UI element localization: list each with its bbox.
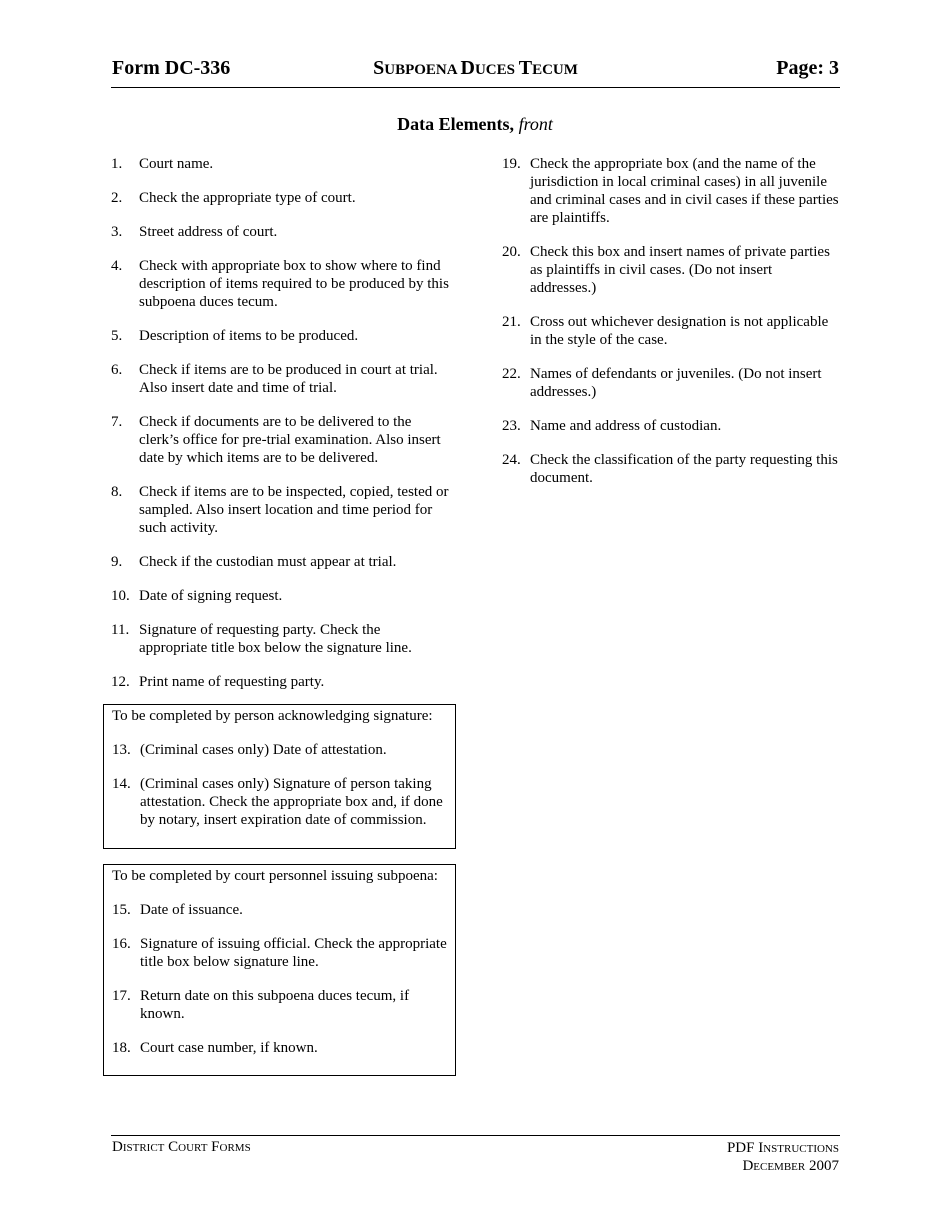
- page-number: Page: 3: [776, 57, 839, 79]
- list-item: [502, 243, 842, 297]
- list-item: [112, 901, 447, 919]
- item-text: Check the classification of the party requesting this document.: [530, 452, 838, 486]
- item-text: Check if items are to be produced in court at trial. Also insert date and time of trial.: [139, 362, 438, 396]
- item-text: Return date on this subpoena duces tecum, if known.: [140, 988, 410, 1022]
- item-number: 9.: [111, 554, 123, 570]
- acknowledgment-box: [103, 704, 456, 849]
- court-personnel-box-heading: To be completed by court personnel issuing subpoena:: [112, 868, 438, 884]
- right-column: [502, 155, 842, 503]
- item-text: Description of items to be produced.: [139, 328, 359, 344]
- list-item: [111, 155, 451, 173]
- form-id: Form DC-336: [112, 57, 231, 79]
- page-footer: [111, 1135, 840, 1174]
- footer-instructions-title: PDF Instructions: [726, 1140, 839, 1156]
- item-number: 4.: [111, 258, 123, 274]
- item-text: Signature of requesting party. Check the appropriate title box below the signature line.: [139, 622, 412, 656]
- title-word: DUCES: [460, 57, 519, 79]
- item-text: Print name of requesting party.: [139, 674, 325, 690]
- list-item: [111, 587, 451, 605]
- item-number: 6.: [111, 362, 123, 378]
- item-number: 19.: [502, 156, 521, 172]
- list-item: [112, 1039, 447, 1057]
- list-item: [111, 413, 451, 467]
- item-number: 24.: [502, 452, 521, 468]
- left-column: [111, 155, 451, 707]
- section-title-bold: Data Elements,: [397, 114, 515, 134]
- item-number: 10.: [111, 588, 130, 604]
- item-number: 2.: [111, 190, 123, 206]
- item-text: Court name.: [139, 156, 214, 172]
- list-item: [502, 155, 842, 227]
- item-text: (Criminal cases only) Signature of person taking attestation. Check the appropriate box and, if done by notary, insert expiration date of commission.: [140, 776, 443, 828]
- footer-date: December 2007: [742, 1158, 839, 1174]
- list-item: [112, 935, 447, 971]
- item-text: (Criminal cases only) Date of attestation.: [140, 742, 387, 758]
- item-text: Street address of court.: [139, 224, 278, 240]
- item-number: 12.: [111, 674, 130, 690]
- list-item: [111, 189, 451, 207]
- item-text: Cross out whichever designation is not applicable in the style of the case.: [530, 314, 829, 348]
- document-title: [111, 57, 840, 81]
- list-item: [112, 987, 447, 1023]
- list-item: [111, 483, 451, 537]
- item-text: Names of defendants or juveniles. (Do not insert addresses.): [530, 366, 822, 400]
- item-number: 3.: [111, 224, 123, 240]
- item-number: 22.: [502, 366, 521, 382]
- item-number: 1.: [111, 156, 123, 172]
- list-item: [111, 361, 451, 397]
- item-number: 23.: [502, 418, 521, 434]
- item-number: 15.: [112, 902, 131, 918]
- item-text: Check with appropriate box to show where to find description of items required to be produced by this subpoena duces tecum.: [139, 258, 449, 310]
- item-number: 20.: [502, 244, 521, 260]
- item-number: 16.: [112, 936, 131, 952]
- list-item: [502, 313, 842, 349]
- item-text: Date of issuance.: [140, 902, 243, 918]
- list-item: [111, 553, 451, 571]
- item-number: 18.: [112, 1040, 131, 1056]
- court-personnel-box: [103, 864, 456, 1076]
- section-title: [0, 113, 950, 135]
- list-item: [502, 451, 842, 487]
- item-text: Date of signing request.: [139, 588, 283, 604]
- item-number: 14.: [112, 776, 131, 792]
- item-text: Check this box and insert names of private parties as plaintiffs in civil cases. (Do not insert addresses.): [530, 244, 830, 296]
- footer-forms-label: District Court Forms: [112, 1139, 251, 1155]
- item-text: Check if items are to be inspected, copied, tested or sampled. Also insert location and time period for such activity.: [139, 484, 449, 536]
- list-item: [112, 775, 447, 829]
- list-item: [111, 223, 451, 241]
- page-header: [111, 57, 840, 88]
- section-title-italic: front: [518, 114, 553, 134]
- item-number: 21.: [502, 314, 521, 330]
- list-item: [112, 741, 447, 759]
- footer-instructions: [727, 1139, 839, 1175]
- item-text: Signature of issuing official. Check the appropriate title box below signature line.: [140, 936, 447, 970]
- list-item: [111, 257, 451, 311]
- item-number: 5.: [111, 328, 123, 344]
- item-number: 11.: [111, 622, 130, 638]
- item-text: Check if the custodian must appear at trial.: [139, 554, 397, 570]
- item-text: Check the appropriate box (and the name of the jurisdiction in local criminal cases) in all juvenile and criminal cases and in civil cases if these parties are plaintiffs.: [530, 156, 839, 226]
- item-text: Check the appropriate type of court.: [139, 190, 356, 206]
- list-item: [502, 365, 842, 401]
- list-item: [111, 327, 451, 345]
- item-number: 13.: [112, 742, 131, 758]
- item-text: Court case number, if known.: [140, 1040, 318, 1056]
- list-item: [111, 621, 451, 657]
- acknowledgment-box-heading: To be completed by person acknowledging signature:: [112, 708, 433, 724]
- item-number: 8.: [111, 484, 123, 500]
- item-text: Check if documents are to be delivered to the clerk’s office for pre-trial examination. Also insert date by which items are to be delivered.: [139, 414, 441, 466]
- list-item: [111, 673, 451, 691]
- item-number: 7.: [111, 414, 123, 430]
- item-number: 17.: [112, 988, 131, 1004]
- list-item: [502, 417, 842, 435]
- title-word: TECUM: [518, 57, 578, 79]
- item-text: Name and address of custodian.: [530, 418, 722, 434]
- title-word: SUBPOENA: [373, 57, 461, 79]
